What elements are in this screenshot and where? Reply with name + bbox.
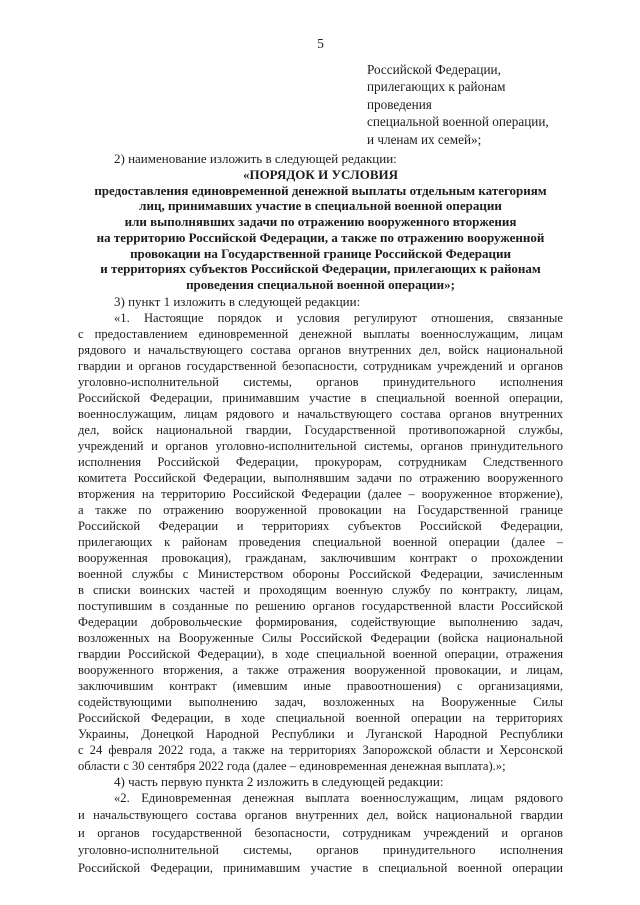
clause-3-intro: 3) пункт 1 изложить в следующей редакции:	[114, 293, 361, 309]
text-line: Украины, Донецкой Народной Республики и Луганской Народной Республики	[78, 726, 563, 741]
text-line: проведения специальной военной операции»;	[186, 276, 455, 292]
decree-heading-block	[78, 167, 563, 293]
text-line: лиц, принимавших участие в специальной военной операции	[139, 198, 502, 214]
text-line: военной службы с Министерством обороны Российской Федерации, зачисленным	[78, 566, 563, 581]
paragraph-2	[78, 790, 563, 878]
text-line: военнослужащим, лицам рядового и начальствующего состава органов внутренних	[78, 406, 563, 421]
text-line: области с 30 сентября 2022 года (далее – единовременная денежная выплата).»;	[78, 758, 506, 773]
text-line: и членам их семей»;	[367, 131, 482, 147]
text-line: возложенных на Вооруженные Силы Российской Федерации (войска национальной	[78, 630, 563, 645]
paragraph-1	[78, 310, 563, 774]
text-line: вооруженного вторжения, а также отражения вооруженной провокации, и лицам,	[78, 662, 563, 677]
text-line: уголовно-исполнительной системы, органов принудительного исполнения	[78, 843, 563, 858]
text-line: специальной военной операции,	[367, 114, 549, 130]
text-line: вооруженная провокация), гражданам, заключившим контракт о прохождении	[78, 550, 563, 565]
text-line: Российской Федерации и территориях субъектов Российской Федерации,	[78, 518, 563, 533]
text-line: и органов государственной безопасности, сотрудникам учреждений и органов	[78, 825, 563, 840]
text-line: прилегающих к районам проведения специальной военной операции (далее –	[78, 534, 563, 549]
text-line: исполнения Российской Федерации, прокурорам, сотрудникам Следственного	[78, 454, 563, 469]
text-line: в списки воинских частей и проходящим военную службу по контракту, лицам,	[78, 582, 563, 597]
text-line: Российской Федерации,	[367, 62, 501, 77]
text-line: вторжения на территорию Российской Федерации (далее – вооруженное вторжение),	[78, 486, 563, 501]
text-line: Российской Федерации, принимавшим участие в специальной военной операции,	[78, 390, 563, 405]
quote-continuation-block	[367, 61, 563, 148]
text-line: учреждений и органов уголовно-исполнительной системы, органов принудительного	[78, 438, 563, 453]
text-line: с предоставлением единовременной денежной выплаты военнослужащим, лицам	[78, 326, 563, 341]
text-line: с 24 февраля 2022 года, а также на территориях Запорожской области и Херсонской	[78, 742, 563, 757]
text-line: комитета Российской Федерации, выполнявшим задачи по отражению вооруженного	[78, 470, 563, 485]
text-line: «2. Единовременная денежная выплата военнослужащим, лицам рядового	[114, 790, 563, 805]
text-line: дел, войск национальной гвардии, Государственной противопожарной службы,	[78, 422, 563, 437]
text-line: на территорию Российской Федерации, а также по отражению вооруженной	[96, 229, 545, 245]
text-line: заключившим контракт (имевшим иные правоотношения) с организациями,	[78, 678, 563, 693]
clause-2-intro: 2) наименование изложить в следующей редакции:	[114, 151, 397, 167]
clause-4-intro: 4) часть первую пункта 2 изложить в следующей редакции:	[114, 773, 444, 789]
text-line: и начальствующего состава органов внутренних дел, войск национальной гвардии	[78, 808, 563, 823]
text-line: рядового и начальствующего состава органов внутренних дел, войск национальной	[78, 342, 563, 357]
text-line: а также по отражению вооруженной провокации на Государственной границе	[78, 502, 563, 517]
text-line: предоставления единовременной денежной выплаты отдельным категориям	[94, 182, 547, 198]
text-line: гвардии Российской Федерации), в ходе специальной военной операции, отражения	[78, 646, 563, 661]
text-line: провокации на Государственной границе Российской Федерации	[130, 245, 511, 261]
text-line: Федерации добровольческие формирования, содействующие выполнению задач,	[78, 614, 563, 629]
text-line: прилегающих к районам проведения	[367, 79, 506, 112]
text-line: «1. Настоящие порядок и условия регулируют отношения, связанные	[114, 310, 563, 325]
text-line: Российской Федерации, принимавшим участие в специальной военной операции	[78, 861, 563, 876]
text-line: «ПОРЯДОК И УСЛОВИЯ	[242, 167, 399, 183]
text-line: и территориях субъектов Российской Федерации, прилегающих к районам	[100, 261, 541, 277]
page-number: 5	[317, 36, 324, 51]
text-line: или выполнявших задачи по отражению вооруженного вторжения	[124, 214, 517, 230]
text-line: уголовно-исполнительной системы, органов принудительного исполнения	[78, 374, 563, 389]
text-line: поступившим в созданные по решению органов государственной власти Российской	[78, 598, 563, 613]
text-line: содействующими выполнению задач, возложенных на Вооруженные Силы	[78, 694, 563, 709]
text-line: гвардии и органов государственной безопасности, сотрудникам учреждений и органов	[78, 358, 563, 373]
text-line: Российской Федерации, в ходе специальной военной операции на территориях	[78, 710, 563, 725]
